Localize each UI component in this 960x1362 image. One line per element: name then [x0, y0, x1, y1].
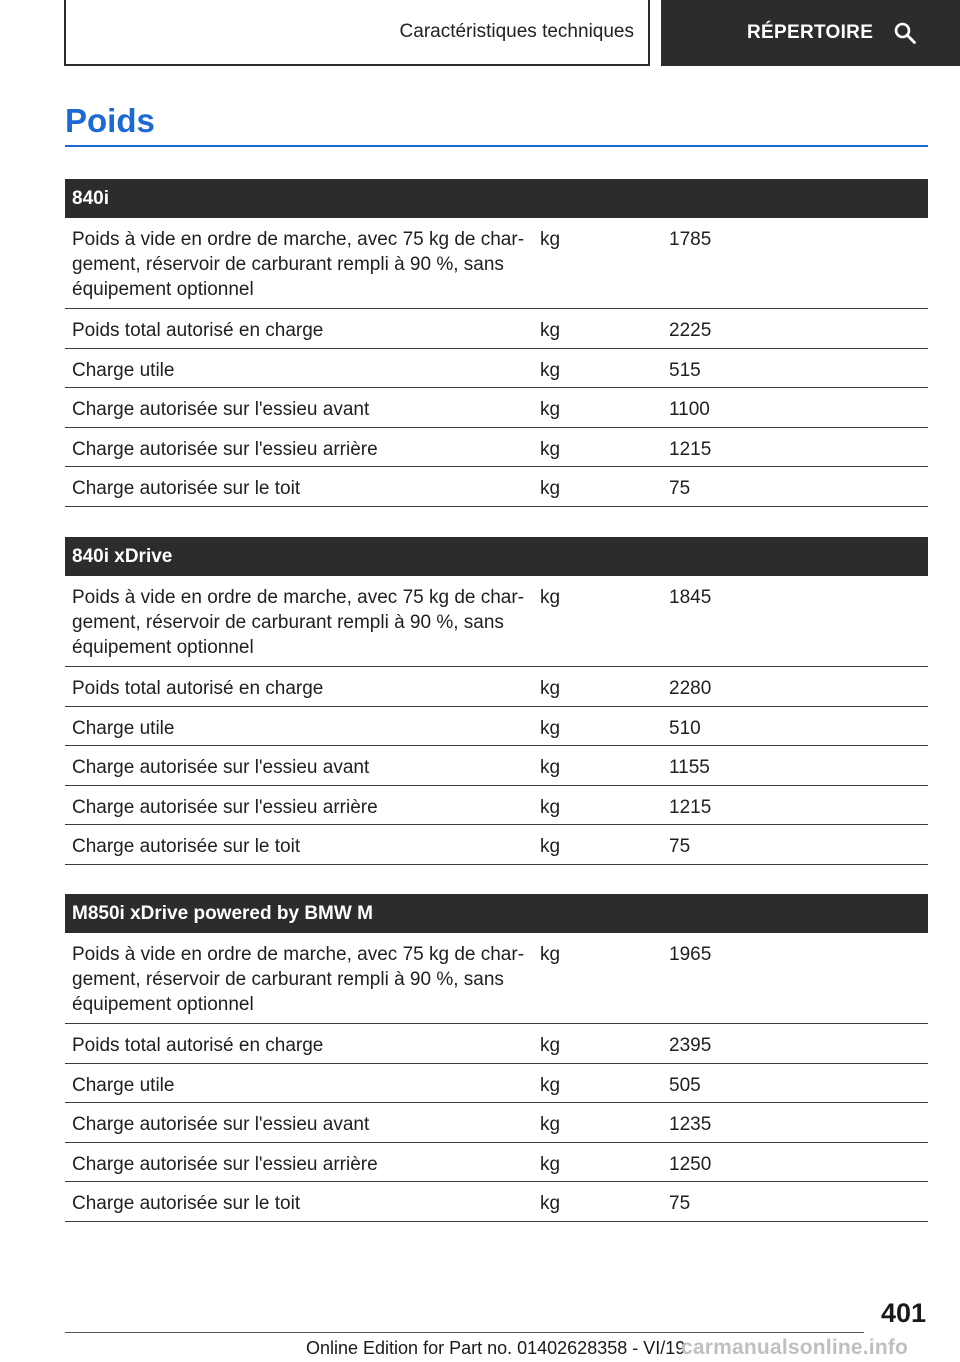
table-row [65, 467, 928, 507]
page-title: Poids [65, 102, 155, 139]
page-number: 401 [880, 1298, 926, 1328]
row-value: 1235 [669, 1114, 712, 1135]
row-unit: kg [540, 944, 561, 965]
row-unit: kg [540, 717, 561, 739]
row-value: 1845 [669, 587, 712, 608]
row-description: Charge utile [72, 717, 175, 739]
row-unit: kg [540, 1193, 561, 1214]
table-row [65, 1182, 928, 1222]
row-value: 510 [669, 717, 701, 739]
row-description: Poids à vide en ordre de marche, avec 75 kg de char-gement, réservoir de carburant rempli à 90 %, sans équipement optionnel [72, 229, 525, 300]
table-row [65, 349, 928, 389]
row-unit: kg [540, 1114, 561, 1135]
row-value: 75 [669, 836, 691, 857]
table-row [65, 218, 928, 309]
row-value: 1965 [669, 944, 712, 965]
row-value: 515 [669, 359, 701, 381]
row-description: Charge autorisée sur le toit [72, 1193, 301, 1214]
weights-table-840i [65, 179, 928, 507]
table-row [65, 707, 928, 747]
row-unit: kg [540, 1153, 561, 1175]
row-description: Charge autorisée sur le toit [72, 478, 301, 499]
top-bar [0, 0, 960, 66]
row-value: 75 [669, 1193, 691, 1214]
table-row [65, 576, 928, 667]
row-unit: kg [540, 478, 561, 499]
index-button[interactable] [661, 0, 960, 66]
row-description: Charge utile [72, 1074, 175, 1096]
row-description: Charge autorisée sur le toit [72, 836, 301, 857]
footer-divider [65, 1332, 864, 1333]
weights-table-840i-xdrive [65, 537, 928, 865]
table-header: 840i xDrive [65, 537, 928, 576]
index-button-label: RÉPERTOIRE [747, 22, 874, 43]
row-unit: kg [540, 678, 561, 699]
row-description: Charge autorisée sur l'essieu arrière [72, 1153, 378, 1175]
row-unit: kg [540, 359, 561, 381]
table-row [65, 825, 928, 865]
row-unit: kg [540, 320, 561, 341]
row-description: Poids total autorisé en charge [72, 1035, 324, 1056]
row-value: 1785 [669, 229, 712, 250]
edition-text: Online Edition for Part no. 01402628358 - VI/19 [306, 1338, 686, 1358]
row-description: Charge autorisée sur l'essieu avant [72, 757, 370, 778]
row-unit: kg [540, 399, 561, 420]
row-value: 1250 [669, 1153, 712, 1175]
row-value: 2395 [669, 1035, 712, 1056]
row-description: Charge utile [72, 359, 175, 381]
row-unit: kg [540, 1035, 561, 1056]
table-row [65, 786, 928, 826]
search-icon [893, 21, 917, 45]
row-description: Poids à vide en ordre de marche, avec 75 kg de char-gement, réservoir de carburant rempli à 90 %, sans équipement optionnel [72, 587, 525, 658]
row-description: Charge autorisée sur l'essieu arrière [72, 796, 378, 818]
table-header: 840i [65, 179, 928, 218]
table-row [65, 1024, 928, 1064]
weights-table-m850i-xdrive [65, 894, 928, 1222]
row-description: Poids à vide en ordre de marche, avec 75 kg de char-gement, réservoir de carburant rempli à 90 %, sans équipement optionnel [72, 944, 525, 1015]
table-row [65, 1103, 928, 1143]
row-value: 2225 [669, 320, 712, 341]
table-row [65, 309, 928, 349]
row-description: Charge autorisée sur l'essieu arrière [72, 438, 378, 460]
row-unit: kg [540, 757, 561, 778]
row-unit: kg [540, 229, 561, 250]
table-row [65, 1064, 928, 1104]
row-description: Poids total autorisé en charge [72, 320, 324, 341]
table-row [65, 388, 928, 428]
row-value: 2280 [669, 678, 712, 699]
table-header: M850i xDrive powered by BMW M [65, 894, 928, 933]
row-unit: kg [540, 1074, 561, 1096]
row-description: Charge autorisée sur l'essieu avant [72, 1114, 370, 1135]
section-tab[interactable] [64, 0, 650, 66]
title-divider [65, 145, 928, 147]
row-value: 1215 [669, 796, 712, 818]
section-tab-label: Caractéristiques techniques [399, 21, 634, 42]
watermark: carmanualsonline.info [681, 1336, 909, 1359]
table-row [65, 1143, 928, 1183]
row-unit: kg [540, 438, 561, 460]
row-value: 505 [669, 1074, 701, 1096]
row-value: 1155 [669, 757, 710, 778]
table-row [65, 667, 928, 707]
row-value: 75 [669, 478, 691, 499]
row-description: Charge autorisée sur l'essieu avant [72, 399, 370, 420]
row-description: Poids total autorisé en charge [72, 678, 324, 699]
row-unit: kg [540, 796, 561, 818]
table-row [65, 746, 928, 786]
table-row [65, 933, 928, 1024]
row-value: 1100 [669, 399, 710, 420]
row-unit: kg [540, 836, 561, 857]
row-unit: kg [540, 587, 561, 608]
row-value: 1215 [669, 438, 712, 460]
table-row [65, 428, 928, 468]
